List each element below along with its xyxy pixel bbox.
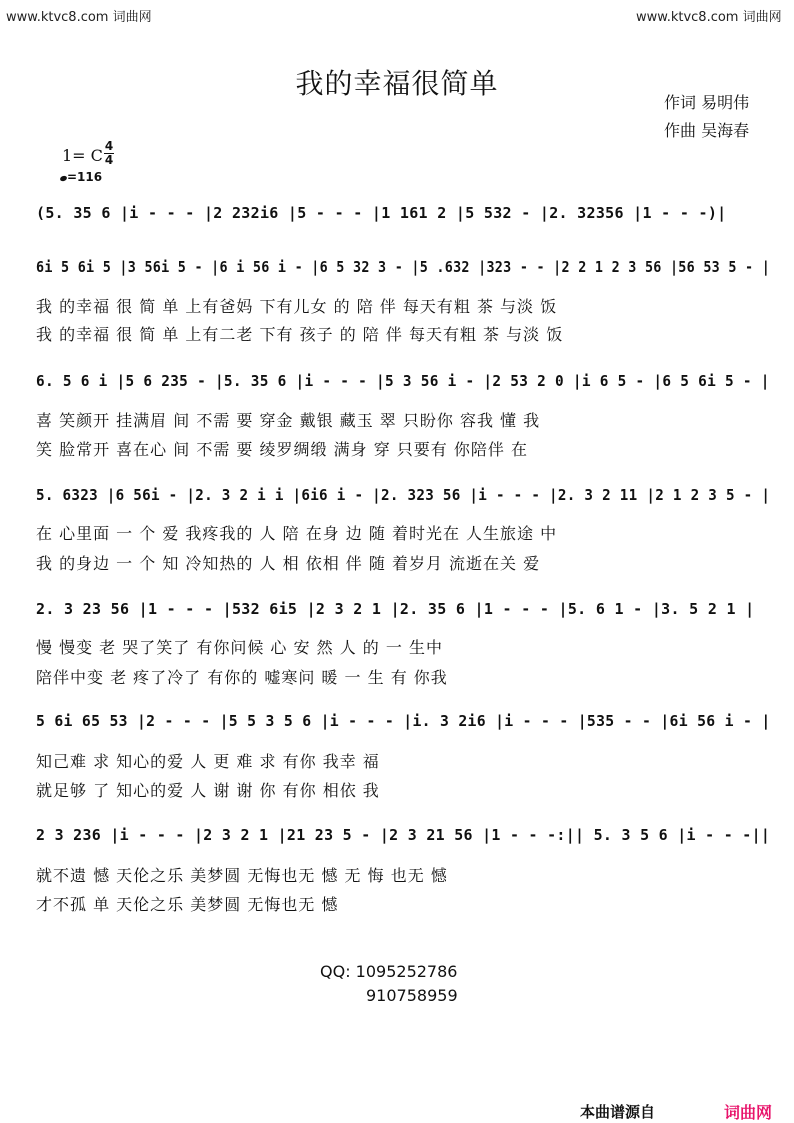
- time-signature-top: 4: [104, 139, 114, 153]
- lyric-line-2-verse-1: 喜 笑颜开 挂满眉 间 不需 要 穿金 戴银 藏玉 翠 只盼你 容我 懂 我: [36, 411, 541, 430]
- lyric-line-1-verse-2: 我 的幸福 很 简 单 上有二老 下有 孩子 的 陪 伴 每天有粗 茶 与淡 饭: [36, 325, 564, 344]
- notation-line-3: 5. 6323 |6 56i - |2. 3 2 i i |6i6 i - |2. 323 56 |i - - - |2. 3 2 11 |2 1 2 3 5 - |: [36, 486, 771, 504]
- tempo-marking: [60, 170, 102, 184]
- lyric-line-4-verse-2: 陪伴中变 老 疼了冷了 有你的 嘘寒问 暖 一 生 有 你我: [36, 668, 448, 687]
- lyric-line-3-verse-2: 我 的身边 一 个 知 冷知热的 人 相 依相 伴 随 着岁月 流逝在关 爱: [36, 554, 541, 573]
- watermark-right: www.ktvc8.com 词曲网: [636, 10, 782, 25]
- source-label: 本曲谱源自: [580, 1103, 656, 1121]
- notation-line-4: 2. 3 23 56 |1 - - - |532 6i5 |2 3 2 1 |2. 35 6 |1 - - - |5. 6 1 - |3. 5 2 1 |: [36, 600, 755, 618]
- lyric-line-6-verse-2: 才不孤 单 天伦之乐 美梦圆 无悔也无 憾: [36, 895, 339, 914]
- time-signature: [104, 140, 114, 167]
- qq-contact-second: 910758959: [366, 986, 458, 1005]
- notation-line-6: 2 3 236 |i - - - |2 3 2 1 |21 23 5 - |2 3 21 56 |1 - - -:|| 5. 3 5 6 |i - - -||: [36, 826, 771, 844]
- lyricist-credit: 作词 易明伟: [664, 93, 750, 112]
- composer-credit: 作曲 吴海春: [664, 121, 750, 140]
- qq-contact: QQ: 1095252786: [320, 962, 458, 981]
- time-signature-bottom: 4: [104, 153, 114, 167]
- site-logo[interactable]: 词曲网: [724, 1103, 773, 1122]
- song-title: 我的幸福很简单: [295, 67, 499, 100]
- lyric-line-3-verse-1: 在 心里面 一 个 爱 我疼我的 人 陪 在身 边 随 着时光在 人生旅途 中: [36, 524, 558, 543]
- lyric-line-6-verse-1: 就不遗 憾 天伦之乐 美梦圆 无悔也无 憾 无 悔 也无 憾: [36, 866, 448, 885]
- lyric-line-2-verse-2: 笑 脸常开 喜在心 间 不需 要 绫罗绸缎 满身 穿 只要有 你陪伴 在: [36, 440, 528, 459]
- lyric-line-1-verse-1: 我 的幸福 很 简 单 上有爸妈 下有儿女 的 陪 伴 每天有粗 茶 与淡 饭: [36, 297, 558, 316]
- lyric-line-5-verse-2: 就足够 了 知心的爱 人 谢 谢 你 有你 相依 我: [36, 781, 380, 800]
- tempo-value: =116: [67, 170, 103, 184]
- notation-line-5: 5 6i 65 53 |2 - - - |5 5 3 5 6 |i - - - |i. 3 2i6 |i - - - |535 - - |6i 56 i - |: [36, 712, 771, 730]
- watermark-left: www.ktvc8.com 词曲网: [6, 10, 152, 25]
- notation-line-2: 6. 5 6 i |5 6 235 - |5. 35 6 |i - - - |5 3 56 i - |2 53 2 0 |i 6 5 - |6 5 6i 5 - |: [36, 372, 770, 390]
- notation-line-0: (5. 35 6 |i - - - |2 232i6 |5 - - - |1 161 2 |5 532 - |2. 32356 |1 - - -)|: [36, 204, 727, 222]
- notation-line-1: 6i 5 6i 5 |3 56i 5 - |6 i 56 i - |6 5 32 3 - |5 .632 |323 - - |2 2 1 2 3 56 |56 53 5 - |: [36, 258, 771, 276]
- key-signature: 1= C: [62, 146, 103, 165]
- lyric-line-5-verse-1: 知己难 求 知心的爱 人 更 难 求 有你 我幸 福: [36, 752, 380, 771]
- lyric-line-4-verse-1: 慢 慢变 老 哭了笑了 有你问候 心 安 然 人 的 一 生中: [36, 638, 443, 657]
